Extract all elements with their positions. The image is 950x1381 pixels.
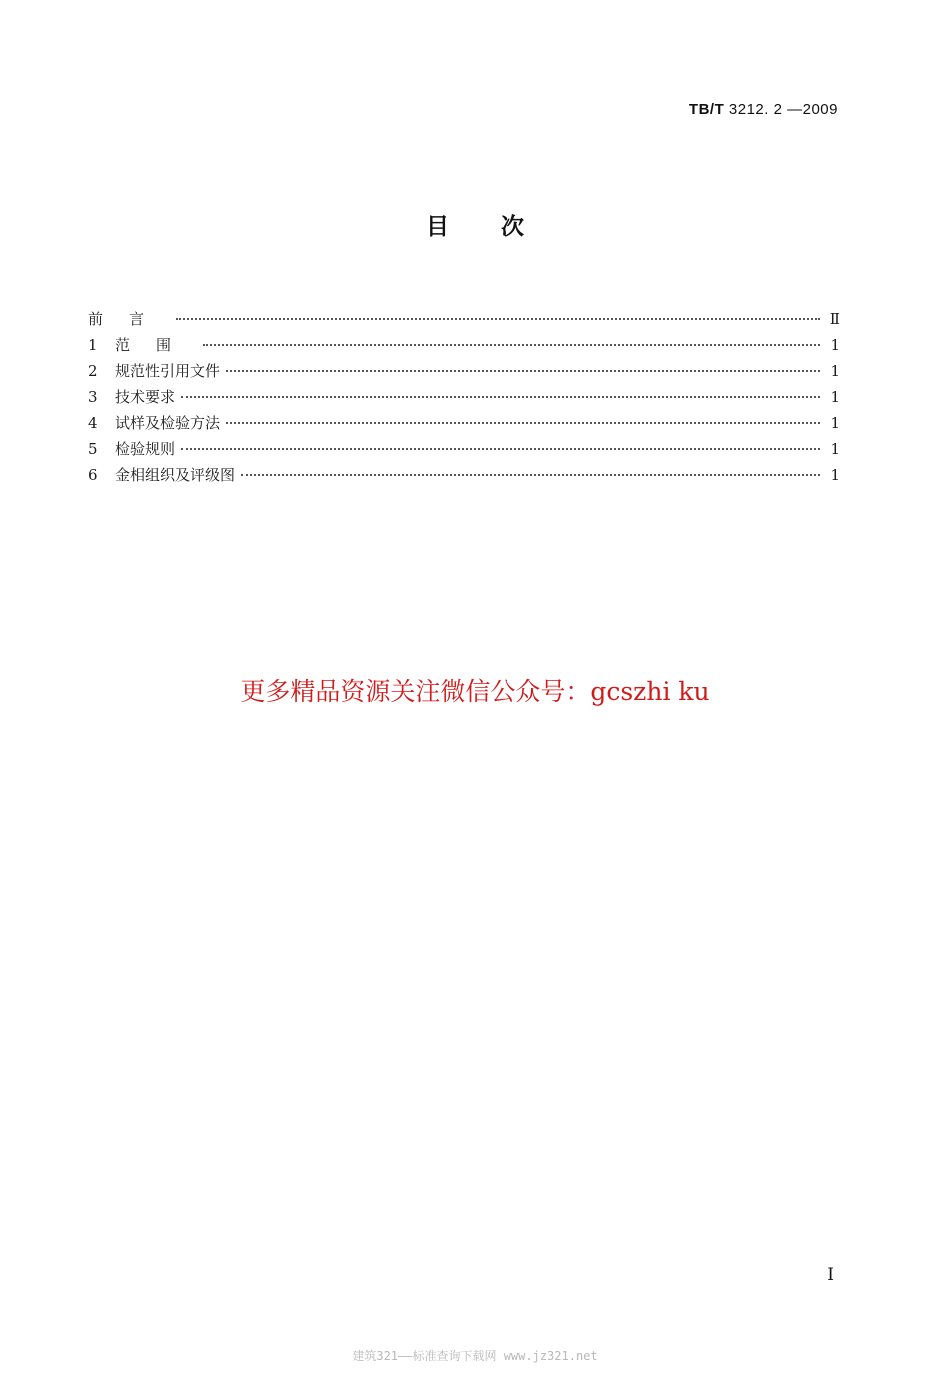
promo-wechat-handle: gcszhi ku: [590, 677, 710, 706]
toc-leader-dots: [181, 447, 820, 450]
footer-watermark: 建筑321——标准查询下载网 www.jz321.net: [352, 1349, 598, 1363]
promo-text: 更多精品资源关注微信公众号：: [240, 677, 591, 706]
table-of-contents: [88, 306, 840, 488]
toc-leader-dots: [181, 395, 820, 398]
toc-entry-page: 1: [830, 414, 840, 432]
toc-entry-page: 1: [830, 440, 840, 458]
toc-entry-test-methods[interactable]: [88, 410, 840, 436]
standard-code-prefix: TB/T: [688, 101, 725, 118]
standard-code-number: 3212. 2 —2009: [728, 101, 838, 118]
toc-entry-label: 金相组织及评级图: [115, 466, 236, 484]
toc-entry-label: 检验规则: [115, 440, 176, 458]
toc-entry-page: 1: [830, 466, 840, 484]
toc-title: 目次: [426, 214, 576, 240]
toc-entry-page: 1: [830, 336, 840, 354]
toc-entry-number: 5: [88, 440, 98, 458]
toc-entry-label: 规范性引用文件: [115, 362, 221, 380]
toc-entry-technical-requirements[interactable]: [88, 384, 840, 410]
toc-entry-page: 1: [830, 362, 840, 380]
toc-leader-dots: [203, 343, 820, 346]
toc-entry-foreword[interactable]: [88, 306, 840, 332]
toc-entry-number: 3: [88, 388, 98, 406]
toc-leader-dots: [241, 473, 820, 476]
toc-entry-number: 2: [88, 362, 98, 380]
toc-leader-dots: [176, 317, 820, 320]
toc-entry-page: Ⅱ: [829, 310, 840, 328]
toc-entry-page: 1: [830, 388, 840, 406]
toc-entry-metallographic-charts[interactable]: [88, 462, 840, 488]
toc-leader-dots: [226, 421, 820, 424]
toc-entry-number: 4: [88, 414, 98, 432]
toc-entry-label: 技术要求: [115, 388, 176, 406]
toc-entry-number: 6: [88, 466, 98, 484]
toc-leader-dots: [226, 369, 820, 372]
toc-entry-number: 1: [88, 336, 98, 354]
promo-banner: [0, 672, 950, 708]
toc-entry-label: 前言: [88, 310, 171, 328]
toc-entry-label: 试样及检验方法: [115, 414, 221, 432]
standard-code: [689, 101, 838, 118]
toc-entry-normative-references[interactable]: [88, 358, 840, 384]
toc-entry-inspection-rules[interactable]: [88, 436, 840, 462]
toc-entry-scope[interactable]: [88, 332, 840, 358]
page-number: I: [827, 1265, 834, 1285]
toc-entry-label: 范围: [115, 336, 198, 354]
